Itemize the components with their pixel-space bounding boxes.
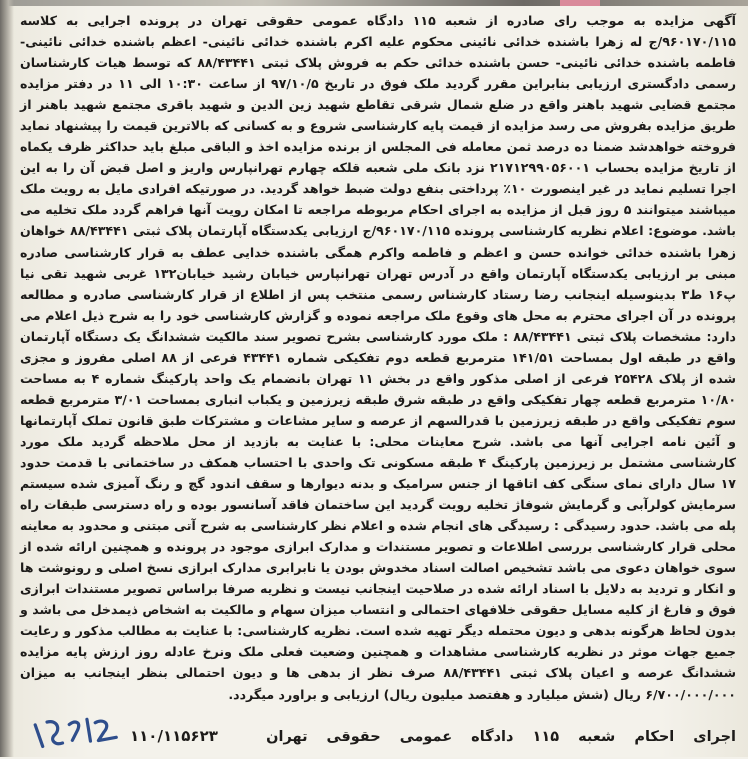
notice-footer — [20, 722, 736, 754]
handwritten-mark-icon — [31, 711, 123, 751]
top-edge-strip — [0, 0, 748, 6]
notice-reference-code: ۱۱۰/۱۱۵۶۲۳ — [130, 727, 218, 745]
handwritten-mark — [31, 711, 124, 759]
issuing-authority: اجرای احکام شعبه ۱۱۵ دادگاه عمومی حقوقی تهران — [266, 729, 736, 745]
top-edge-color-mark — [560, 0, 600, 6]
left-page-shadow — [0, 0, 14, 757]
auction-notice-body: آگهی مزایده به موجب رای صادره از شعبه ۱۱۵ دادگاه عمومی حقوقی تهران در پرونده اجرایی به کلاسه ۹۶۰۱۷۰/۱۱۵/ج له زهرا باشنده خدائی نائینی محکوم علیه اکرم باشنده خدائی نائینی- اعظم باشنده خدائی نائینی- فاطمه باشنده خدائی نائینی- حسن باشنده خدائی حکم به فروش پلاک ثبتی ۸۸/۴۳۴۴۱ که توسط هیات کارشناسان رسمی دادگستری ارزیابی بنابراین مقرر گردید ملک فوق در تاریخ ۹۷/۱۰/۵ از ساعت ۱۰:۳۰ الی ۱۱ در دفتر مزایده مجتمع قضایی شهید باهنر واقع در ضلع شمال شرقی تقاطع شهید زین الدین و شهید باقری مجتمع شهید باهنر از طریق مزایده بفروش می رسد مزایده از قیمت پایه کارشناسی شروع و به کسانی که بالاترین قیمت را پیشنهاد نماید فروخته خواهدشد ضمنا ده درصد ثمن معامله فی المجلس از برنده مزایده اخذ و الباقی مبلغ باید حداکثر ظرف یکماه از تاریخ مزایده بحساب ۲۱۷۱۲۹۹۰۵۶۰۰۱ نزد بانک ملی شعبه قلکه چهارم تهرانپارس واریز و اصل قبض آن را به این اجرا تسلیم نماید در غیر اینصورت ۱۰٪ پرداختی بنفع دولت ضبط خواهد گردید. در صورتیکه افرادی مایل به رویت ملک میباشند میتوانند ۵ روز قبل از مزایده به اجرای احکام مربوطه مراجعه تا امکان رویت آنها فراهم گردد ملک تخلیه می باشد. موضوع: اعلام نظریه کارشناسی پرونده ۹۶۰۱۷۰/۱۱۵/ج ارزیابی یکدستگاه آپارتمان پلاک ثبتی ۸۸/۴۳۴۴۱ خواهان زهرا باشنده خدائی خوانده حسن و اعظم و فاطمه واکرم همگی باشنده خدایی عطف به قرار کارشناسی صادره مبنی بر ارزیابی یکدستگاه آپارتمان واقع در آدرس تهران تهرانپارس خیابان رشید خیابان۱۳۲ غربی شهید تقی نیا پ۱۶ ط۳ بدینوسیله اینجانب رضا رستاد کارشناس رسمی منتخب پس از اطلاع از قرار کارشناسی صادره و مطالعه پرونده در آن اجرای محترم به محل های وقوع ملک مراجعه نموده و گزارش کارشناسی خود را به شرح ذیل اعلام می دارد: مشخصات پلاک ثبتی ۸۸/۴۳۴۴۱ : ملک مورد کارشناسی بشرح تصویر سند مالکیت ششدانگ یک دستگاه آپارتمان واقع در طبقه اول بمساحت ۱۴۱/۵۱ مترمربع قطعه دوم تفکیکی شماره ۴۳۴۴۱ فرعی از ۸۸ اصلی مفروز و مجزی شده از پلاک ۲۵۴۲۸ فرعی از اصلی مذکور واقع در بخش ۱۱ تهران بانضمام یک واحد پارکینگ شماره ۴ به مساحت ۱۰/۸۰ مترمربع قطعه چهار تفکیکی واقع در طبقه شرق طبقه زیرزمین و یکباب انباری بمساحت ۳/۰۱ مترمربع قطعه سوم تفکیکی واقع در طبقه زیرزمین با قدرالسهم از عرصه و سایر مشاعات و مشترکات طبق قانون تملک آپارتمانها و آئین نامه اجرایی آنها می باشد. شرح معاینات محلی: با عنایت به بازدید از محل ملاحظه گردید ملک مورد کارشناسی مشتمل بر زیرزمین پارکینگ ۴ طبقه مسکونی تک واحدی با احتساب همکف در ساختمانی با قدمت حدود ۱۷ سال دارای نمای سنگی کف اتاقها از جنس سرامیک و بدنه دیوارها و سقف اندود گچ و رنگ آمیزی شده سیستم سرمایش کولرآبی و گرمایش شوفاژ تخلیه رویت گردید این ساختمان فاقد آسانسور بوده و راه دسترسی طبقات راه پله می باشد. حدود رسیدگی : رسیدگی های انجام شده و اعلام نظر کارشناسی به شرح آتی مبتنی و محدود به معاینه محلی قرار کارشناسی بررسی اطلاعات و تصویر مستندات و مدارک ابرازی موجود در پرونده و همچنین ارائه شده از سوی خواهان دعوی می باشد تشخیص اصالت اسناد مخدوش بودن یا نابرابری مدارک ابرازی نسخ اصلی و رونوشت ها و انکار و تردید به دلایل با اسناد ارائه شده در صلاحیت اینجانب نیست و نظریه صرفا براساس تصویر مستندات ابرازی فوق و فارغ از کلیه مسایل حقوقی خلافهای احتمالی و انتساب میزان سهام و مالکیت به اشخاص ذیمدخل می باشد و بدون لحاظ هرگونه بدهی و دیون محتمله دیگر تهیه شده است. نظریه کارشناسی: با عنایت به مطالب مذکور و رعایت جمیع جهات موثر در نظریه کارشناسی مشاهدات و همچنین وضعیت فعلی ملک ونرخ عادله روز ارزش پایه مزایده ششدانگ عرصه و اعیان پلاک ثبتی ۸۸/۴۳۴۴۱ صرف نظر از بدهی ها و دیون احتمالی بنظر اینجانب به میزان ۶/۷۰۰/۰۰۰/۰۰۰ ریال (شش میلیارد و هفتصد میلیون ریال) ارزیابی و براورد میگردد. — [20, 13, 737, 702]
